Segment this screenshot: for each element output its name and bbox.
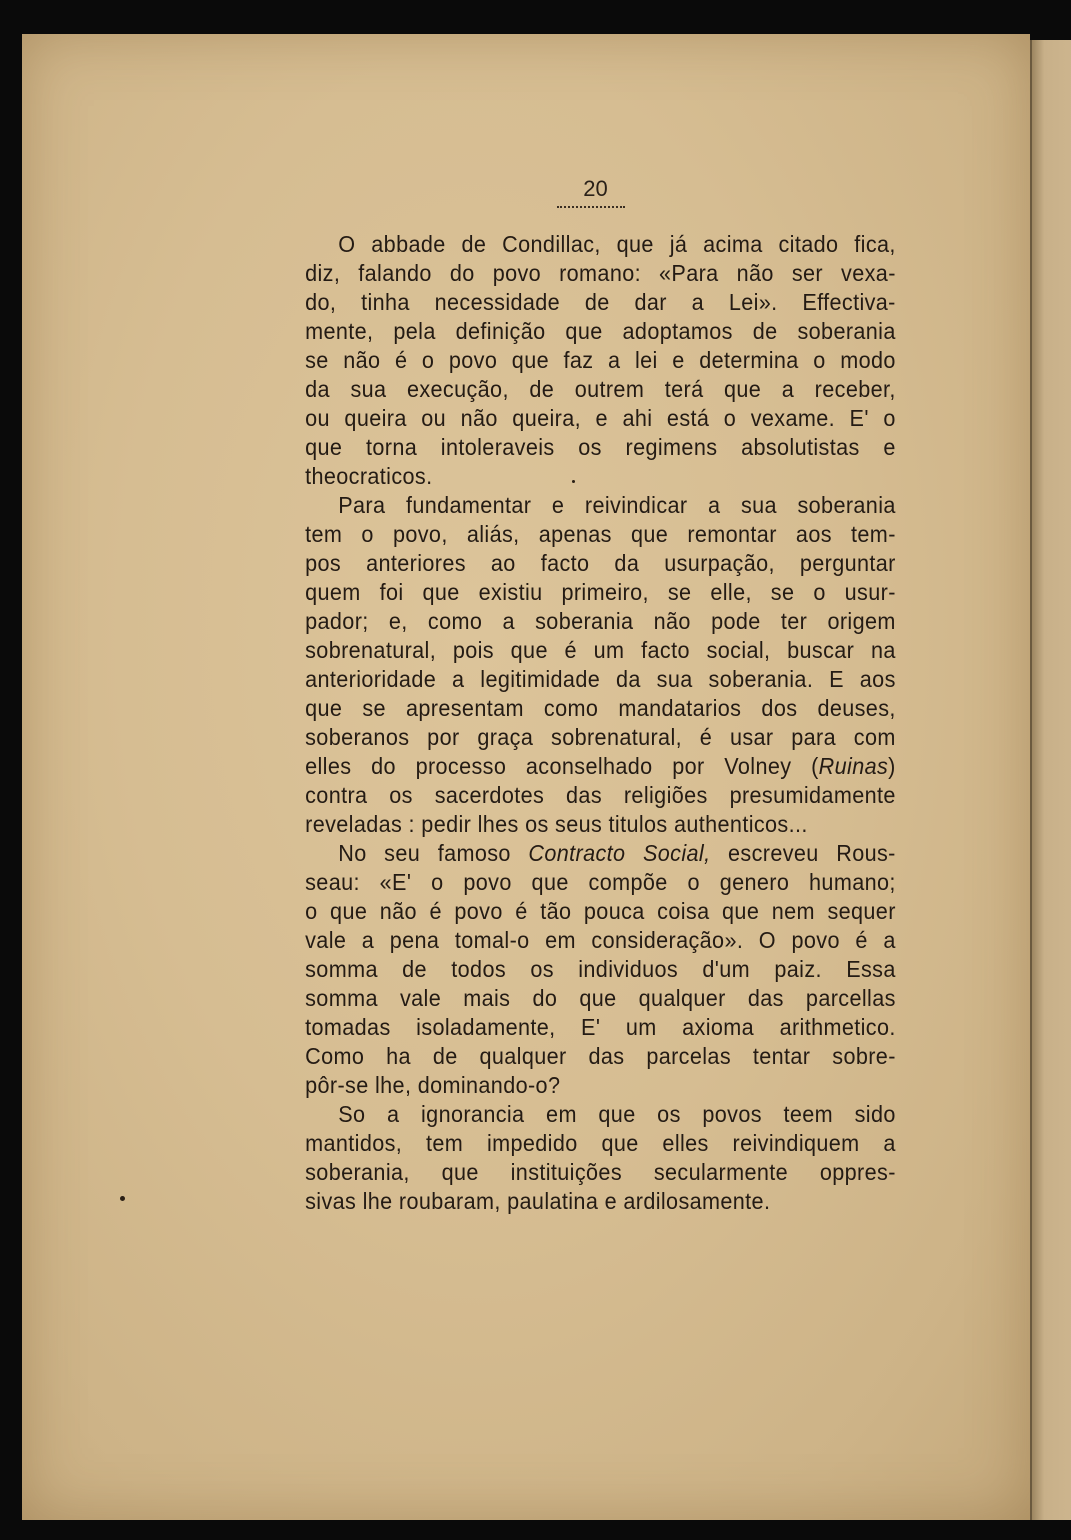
text-line: do, tinha necessidade de dar a Lei». Effectiva- bbox=[305, 289, 896, 315]
text-line: Como ha de qualquer das parcelas tentar sobre- bbox=[305, 1043, 896, 1069]
text-line: soberanos por graça sobrenatural, é usar para com bbox=[305, 724, 896, 750]
text-line: vale a pena tomal-o em consideração». O povo é a bbox=[305, 927, 896, 953]
text-line: So a ignorancia em que os povos teem sido bbox=[338, 1101, 896, 1127]
text-line: se não é o povo que faz a lei e determina o modo bbox=[305, 347, 896, 373]
text-line: tomadas isoladamente, E' um axioma arithmetico. bbox=[305, 1014, 896, 1040]
text-line: ou queira ou não queira, e ahi está o vexame. E' o bbox=[305, 405, 896, 431]
ink-spot bbox=[120, 1196, 125, 1201]
text-line: pôr-se lhe, dominando-o? bbox=[305, 1072, 561, 1098]
text-line: sivas lhe roubaram, paulatina e ardilosamente. bbox=[305, 1188, 771, 1214]
text-fragment: elles do processo aconselhado por Volney ( bbox=[305, 753, 819, 779]
text-line: que torna intoleraveis os regimens absolutistas e bbox=[305, 434, 896, 460]
text-line: mente, pela definição que adoptamos de soberania bbox=[305, 318, 896, 344]
page-number-rule bbox=[557, 206, 625, 208]
paragraph-1 bbox=[272, 230, 896, 491]
italic-title-contracto-social: Contracto Social, bbox=[528, 840, 711, 866]
page-number bbox=[0, 176, 1071, 202]
text-fragment: escreveu Rous- bbox=[710, 840, 896, 866]
text-fragment: ) bbox=[888, 753, 896, 779]
text-line: pos anteriores ao facto da usurpação, perguntar bbox=[305, 550, 896, 576]
text-line: que se apresentam como mandatarios dos deuses, bbox=[305, 695, 896, 721]
paragraph-4 bbox=[272, 1100, 896, 1216]
text-line: tem o povo, aliás, apenas que remontar aos tem- bbox=[305, 521, 896, 547]
body-text bbox=[272, 230, 896, 1216]
text-line: O abbade de Condillac, que já acima citado fica, bbox=[338, 231, 896, 257]
text-line-rousseau bbox=[272, 839, 896, 868]
text-line: pador; e, como a soberania não pode ter origem bbox=[305, 608, 896, 634]
text-line: mantidos, tem impedido que elles reivindiquem a bbox=[305, 1130, 896, 1156]
text-fragment: No seu famoso bbox=[338, 840, 529, 866]
next-page-edge bbox=[1030, 40, 1071, 1520]
text-line: da sua execução, de outrem terá que a receber, bbox=[305, 376, 896, 402]
text-line: Para fundamentar e reivindicar a sua soberania bbox=[338, 492, 896, 518]
italic-title-ruinas: Ruinas bbox=[818, 753, 889, 779]
text-line: reveladas : pedir lhes os seus titulos authenticos... bbox=[305, 811, 808, 837]
text-line: o que não é povo é tão pouca coisa que nem sequer bbox=[305, 898, 896, 924]
paragraph-2 bbox=[272, 491, 896, 839]
paragraph-3 bbox=[272, 839, 896, 1100]
text-line: diz, falando do povo romano: «Para não ser vexa- bbox=[305, 260, 896, 286]
text-line: theocraticos. bbox=[305, 463, 433, 489]
text-line: somma vale mais do que qualquer das parcellas bbox=[305, 985, 896, 1011]
text-line: anterioridade a legitimidade da sua soberania. E aos bbox=[305, 666, 896, 692]
text-line: soberania, que instituições secularmente oppres- bbox=[305, 1159, 896, 1185]
text-line: contra os sacerdotes das religiões presumidamente bbox=[305, 782, 896, 808]
text-line: seau: «E' o povo que compõe o genero humano; bbox=[305, 869, 896, 895]
text-line-volney bbox=[272, 752, 896, 781]
text-line: quem foi que existiu primeiro, se elle, se o usur- bbox=[305, 579, 896, 605]
page-number-text: 20 bbox=[583, 176, 608, 201]
text-line: sobrenatural, pois que é um facto social, buscar na bbox=[305, 637, 896, 663]
text-line: somma de todos os individuos d'um paiz. Essa bbox=[305, 956, 896, 982]
